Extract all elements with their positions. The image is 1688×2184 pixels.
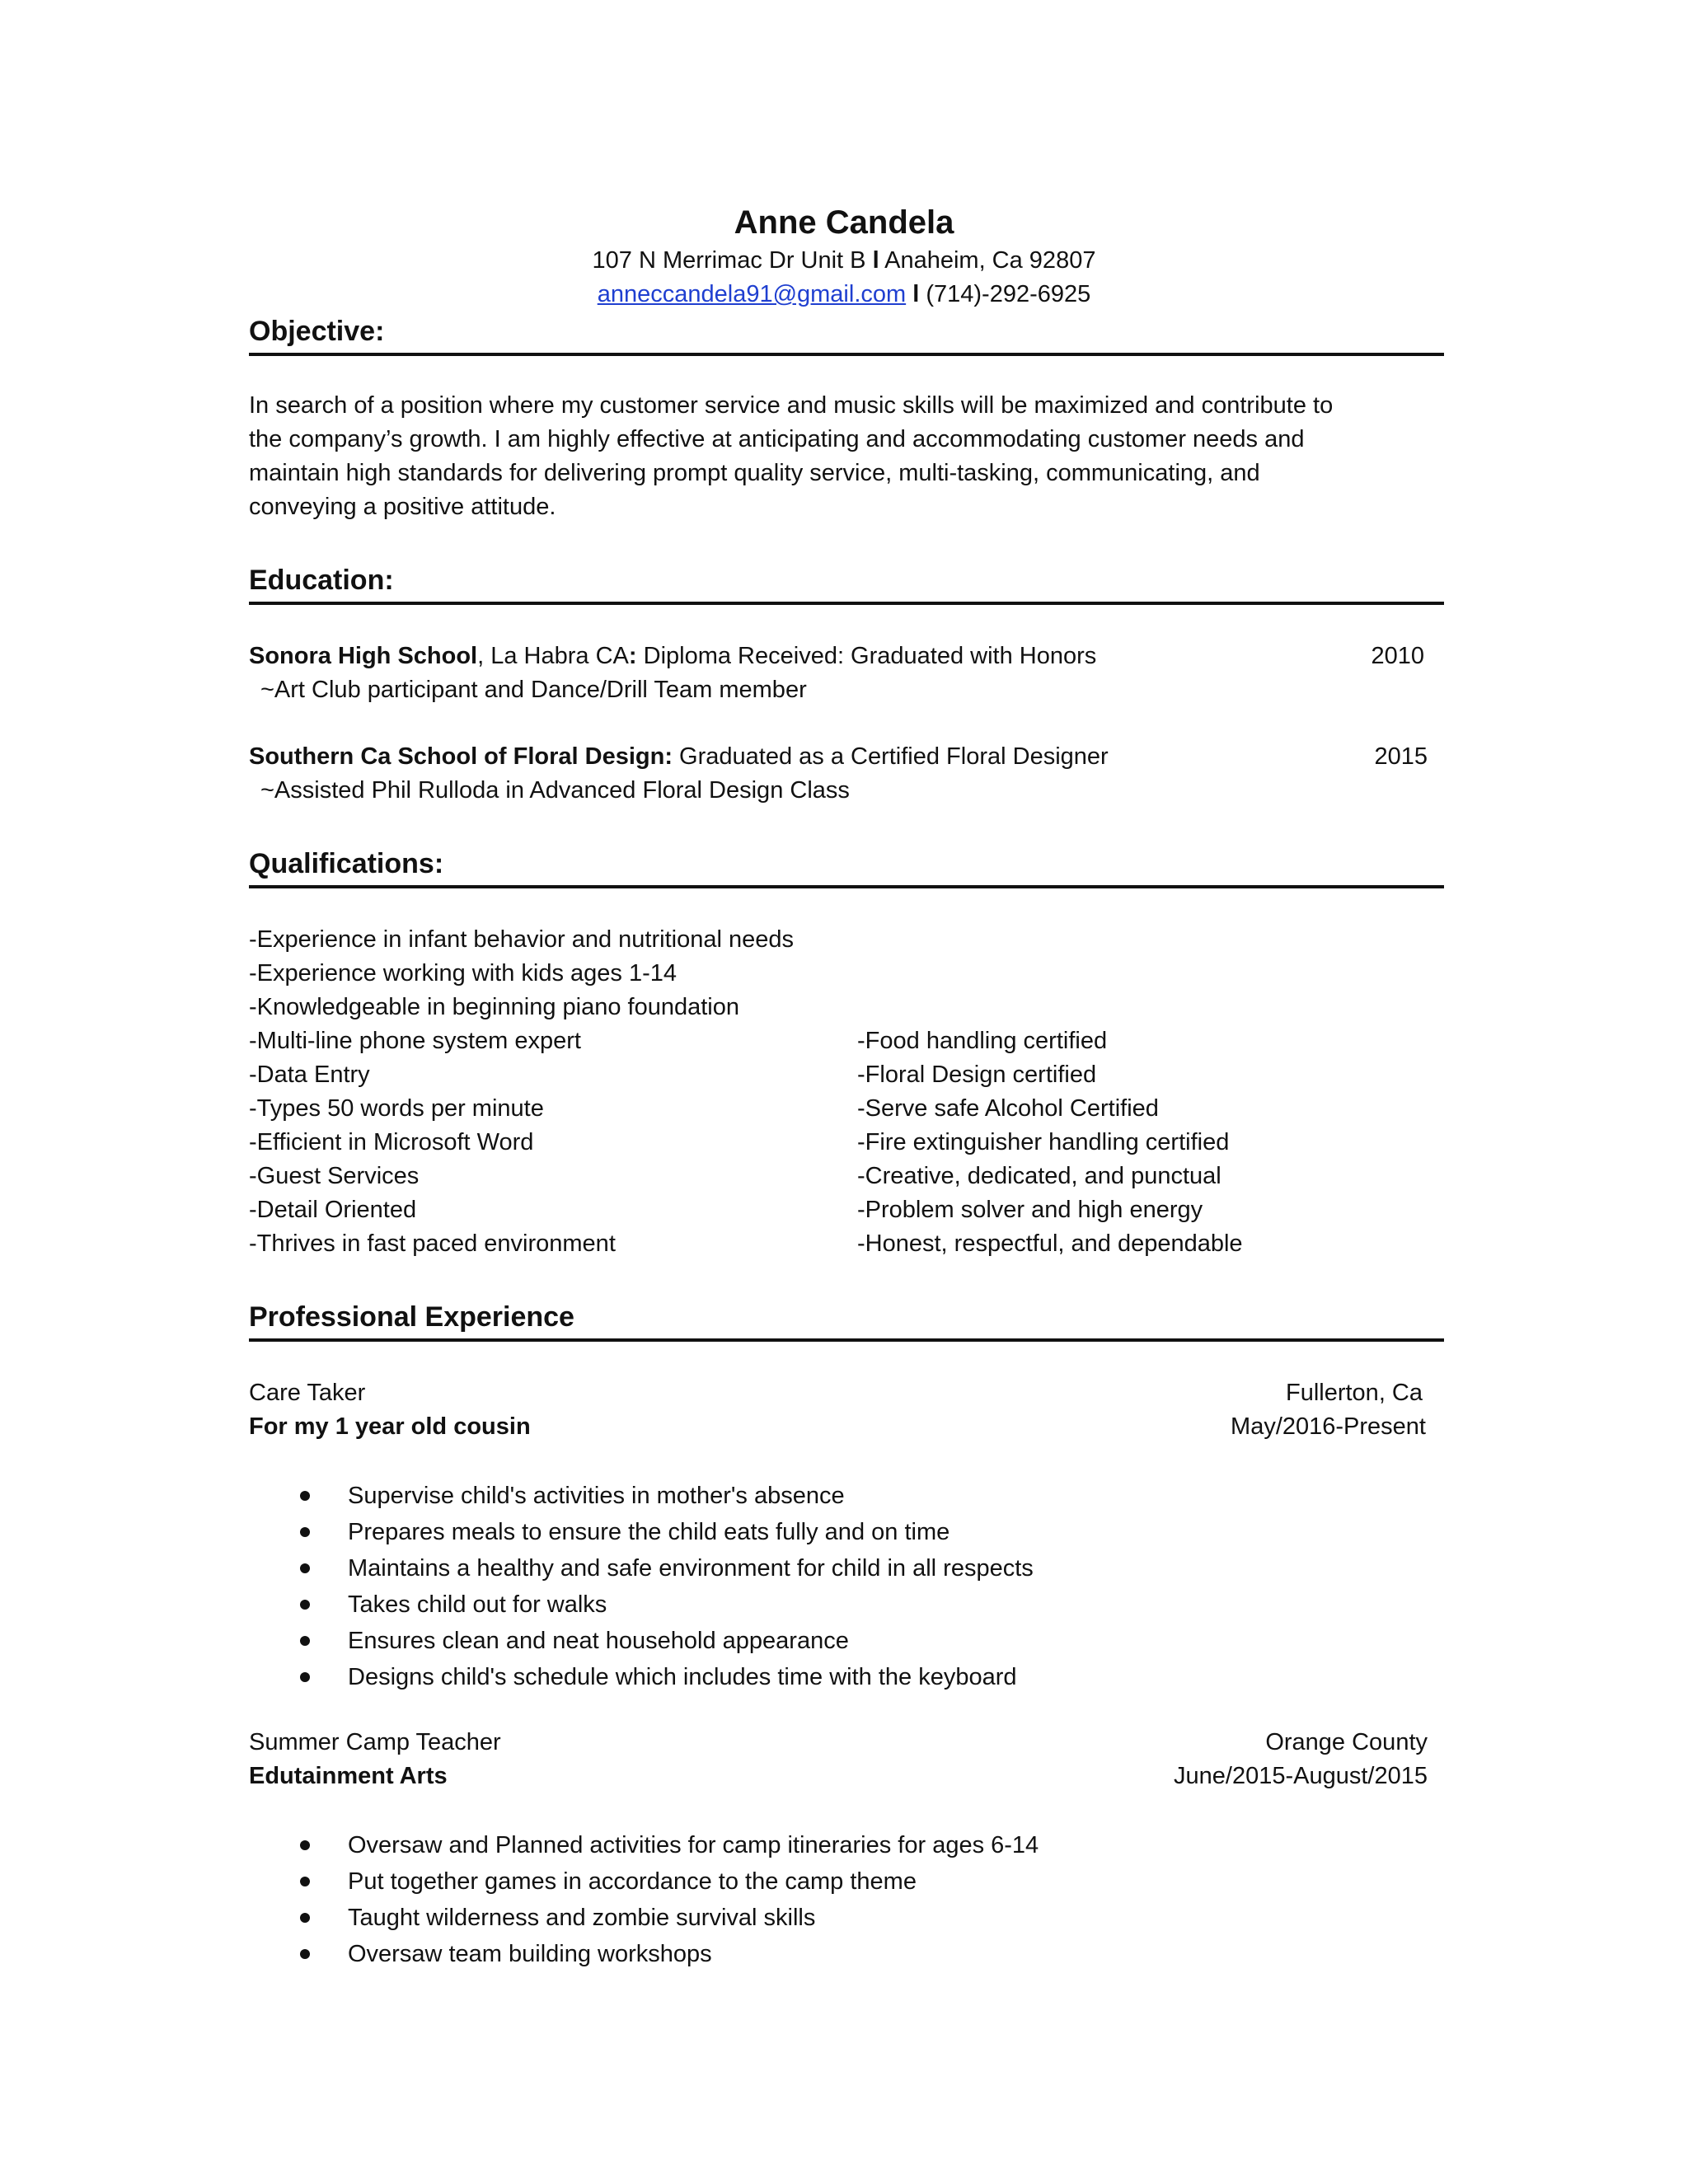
school-detail: Graduated as a Certified Floral Designer bbox=[672, 743, 1109, 770]
qualification-item: -Fire extinguisher handling certified bbox=[857, 1129, 1230, 1155]
qualification-item: -Multi-line phone system expert bbox=[249, 1028, 581, 1054]
qualification-item: -Experience in infant behavior and nutritional needs bbox=[249, 926, 794, 953]
qualification-item: -Types 50 words per minute bbox=[249, 1095, 544, 1122]
list-item bbox=[297, 1659, 1034, 1695]
bullet-icon bbox=[300, 1563, 310, 1573]
city-state-zip: Anaheim, Ca 92807 bbox=[884, 247, 1096, 274]
qualification-item: -Honest, respectful, and dependable bbox=[857, 1230, 1243, 1257]
job-dates: May/2016-Present bbox=[1231, 1413, 1426, 1440]
qualification-item: -Serve safe Alcohol Certified bbox=[857, 1095, 1159, 1122]
qualifications-left-column bbox=[249, 923, 794, 1261]
email-link[interactable]: anneccandela91@gmail.com bbox=[597, 281, 907, 307]
job-location: Orange County bbox=[1265, 1729, 1428, 1755]
bullet-icon bbox=[300, 1527, 310, 1537]
street-address: 107 N Merrimac Dr Unit B bbox=[592, 247, 866, 274]
objective-text bbox=[249, 389, 1428, 524]
bullet-icon bbox=[300, 1913, 310, 1923]
qualification-item: -Detail Oriented bbox=[249, 1197, 417, 1223]
job-dates: June/2015-August/2015 bbox=[1174, 1763, 1428, 1789]
contact-line bbox=[0, 278, 1688, 312]
job-employer-row bbox=[249, 1410, 1436, 1444]
school-detail: Diploma Received: Graduated with Honors bbox=[636, 643, 1097, 669]
qualification-item: -Problem solver and high energy bbox=[857, 1197, 1203, 1223]
duty-text: Supervise child's activities in mother's absence bbox=[348, 1483, 845, 1509]
bullet-icon bbox=[300, 1877, 310, 1886]
graduation-year: 2010 bbox=[1371, 643, 1424, 669]
duty-text: Put together games in accordance to the camp theme bbox=[348, 1868, 917, 1895]
job-duties-list bbox=[297, 1827, 1039, 1972]
job-role: Summer Camp Teacher bbox=[249, 1729, 501, 1755]
duty-text: Oversaw team building workshops bbox=[348, 1941, 712, 1967]
qualification-item: -Thrives in fast paced environment bbox=[249, 1230, 616, 1257]
list-item bbox=[297, 1900, 1039, 1936]
duty-text: Ensures clean and neat household appearance bbox=[348, 1628, 849, 1654]
objective-line: In search of a position where my customer service and music skills will be maximized and contribute to bbox=[249, 392, 1334, 419]
bullet-icon bbox=[300, 1949, 310, 1959]
duty-text: Takes child out for walks bbox=[348, 1591, 607, 1618]
objective-line: the company’s growth. I am highly effective at anticipating and accommodating customer needs and bbox=[249, 426, 1305, 452]
list-item bbox=[297, 1863, 1039, 1900]
school-name: Southern Ca School of Floral Design: bbox=[249, 743, 673, 770]
list-item bbox=[297, 1550, 1034, 1586]
bullet-icon bbox=[300, 1600, 310, 1610]
list-item bbox=[297, 1623, 1034, 1659]
objective-line: maintain high standards for delivering prompt quality service, multi-tasking, communicating, and bbox=[249, 460, 1260, 486]
address-line bbox=[0, 244, 1688, 278]
separator: l bbox=[912, 281, 920, 307]
job-role: Care Taker bbox=[249, 1380, 366, 1406]
education-note: ~Assisted Phil Rulloda in Advanced Floral Design Class bbox=[260, 777, 850, 804]
qualification-item: -Creative, dedicated, and punctual bbox=[857, 1163, 1221, 1189]
bullet-icon bbox=[300, 1840, 310, 1850]
duty-text: Oversaw and Planned activities for camp itineraries for ages 6-14 bbox=[348, 1832, 1039, 1858]
qualification-item: -Food handling certified bbox=[857, 1028, 1108, 1054]
qualification-item: -Experience working with kids ages 1-14 bbox=[249, 960, 678, 987]
school-location: , La Habra CA bbox=[477, 643, 629, 669]
separator: l bbox=[872, 247, 879, 274]
list-item bbox=[297, 1478, 1034, 1514]
job-role-row bbox=[249, 1376, 1436, 1410]
education-heading: Education: bbox=[249, 562, 1444, 605]
duty-text: Prepares meals to ensure the child eats fully and on time bbox=[348, 1519, 950, 1545]
qualification-item: -Floral Design certified bbox=[857, 1062, 1097, 1088]
job-duties-list bbox=[297, 1478, 1034, 1695]
candidate-name: Anne Candela bbox=[734, 204, 954, 241]
bullet-icon bbox=[300, 1491, 310, 1501]
list-item bbox=[297, 1936, 1039, 1972]
education-entry bbox=[249, 640, 1436, 673]
list-item bbox=[297, 1586, 1034, 1623]
school-colon: : bbox=[628, 643, 637, 669]
education-entry bbox=[249, 740, 1436, 774]
experience-heading: Professional Experience bbox=[249, 1299, 1444, 1342]
list-item bbox=[297, 1514, 1034, 1550]
qualifications-right-column bbox=[857, 1024, 1243, 1261]
duty-text: Designs child's schedule which includes time with the keyboard bbox=[348, 1664, 1017, 1690]
bullet-icon bbox=[300, 1636, 310, 1646]
qualification-item: -Efficient in Microsoft Word bbox=[249, 1129, 534, 1155]
objective-heading: Objective: bbox=[249, 313, 1444, 356]
qualification-item: -Guest Services bbox=[249, 1163, 420, 1189]
job-employer: Edutainment Arts bbox=[249, 1763, 448, 1789]
school-name: Sonora High School bbox=[249, 643, 478, 669]
duty-text: Maintains a healthy and safe environment for child in all respects bbox=[348, 1555, 1034, 1582]
job-employer-row bbox=[249, 1760, 1436, 1793]
phone-number: (714)-292-6925 bbox=[926, 281, 1091, 307]
qualification-item: -Knowledgeable in beginning piano foundation bbox=[249, 994, 739, 1020]
bullet-icon bbox=[300, 1672, 310, 1682]
qualifications-heading: Qualifications: bbox=[249, 846, 1444, 888]
job-role-row bbox=[249, 1726, 1436, 1760]
objective-line: conveying a positive attitude. bbox=[249, 494, 556, 520]
qualification-item: -Data Entry bbox=[249, 1062, 370, 1088]
list-item bbox=[297, 1827, 1039, 1863]
job-employer: For my 1 year old cousin bbox=[249, 1413, 531, 1440]
job-location: Fullerton, Ca bbox=[1285, 1380, 1423, 1406]
education-note: ~Art Club participant and Dance/Drill Team member bbox=[260, 677, 807, 703]
duty-text: Taught wilderness and zombie survival skills bbox=[348, 1905, 816, 1931]
graduation-year: 2015 bbox=[1374, 743, 1428, 770]
resume-header bbox=[0, 201, 1688, 312]
